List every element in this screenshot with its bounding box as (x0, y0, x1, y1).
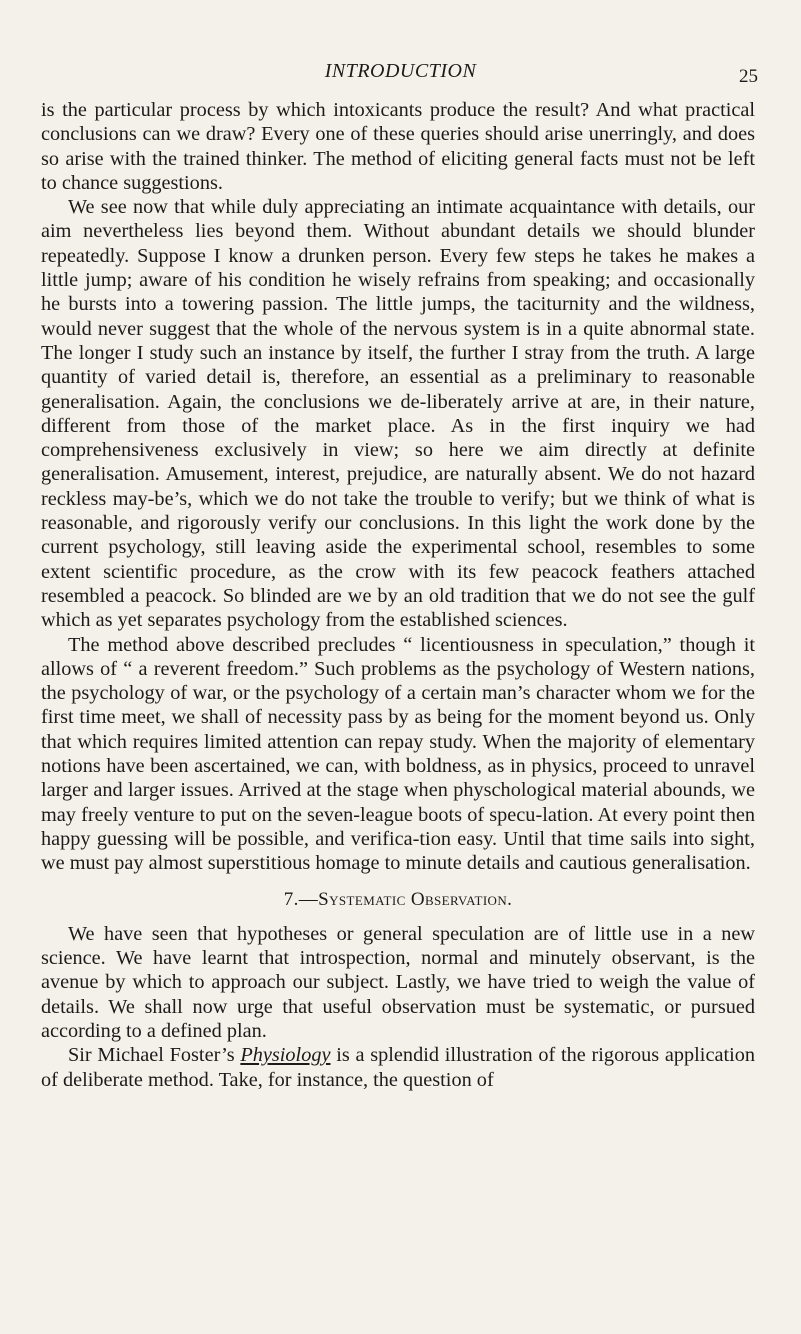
body-text (41, 98, 755, 1092)
paragraph-2: We see now that while duly appreciating an intimate acquaintance with details, our aim nevertheless lies beyond them. Without abundant details we should blunder repeatedly. Suppose I know a drunken person. Every few steps he takes he makes a little jump; aware of his condition he wisely refrains from speaking; and occasionally he bursts into a towering passion. The little jumps, the taciturnity and the wildness, would never suggest that the whole of the nervous system is in a quite abnormal state. The longer I study such an instance by itself, the further I stray from the truth. A large quantity of varied detail is, therefore, an essential as a preliminary to reasonable generalisation. Again, the conclusions we de-liberately arrive at are, in their nature, different from those of the market place. As in the first inquiry we had comprehensiveness exclusively in view; so here we aim directly at definite generalisation. Amusement, interest, prejudice, are naturally absent. We do not hazard reckless may-be’s, which we do not take the trouble to verify; but we think of what is reasonable, and rigorously verify our conclusions. In this light the work done by the current psychology, still leaving aside the experimental school, resembles to some extent scientific procedure, as the crow with its few peacock feathers attached resembled a peacock. So blinded are we by an old tradition that we do not see the gulf which as yet separates psychology from the established sciences. (41, 196, 755, 632)
paragraph-5-rest: is a splendid illustration of the rigorous application of deliberate method. Take, for instance, the question of (41, 1044, 756, 1091)
paragraph-5-lead: Sir Michael Foster’s (68, 1044, 241, 1067)
page-number: 25 (739, 66, 758, 87)
section-title: Systematic Observation. (318, 888, 513, 910)
section-number: 7.— (283, 888, 319, 910)
running-head: INTRODUCTION (324, 60, 477, 82)
paragraph-1: is the particular process by which intoxicants produce the result? And what practical conclusions can we draw? Every one of these queries should arise unerringly, and does so arise with the trained thinker. The method of eliciting general facts must not be left to chance suggestions. (41, 99, 755, 194)
book-title-physiology: Physiology (240, 1044, 331, 1067)
paragraph-5 (41, 1043, 755, 1092)
section-heading (41, 888, 755, 912)
paragraph-3: The method above described precludes “ licentiousness in speculation,” though it allows of “ a reverent freedom.” Such problems as the psychology of Western nations, the psychology of war, or the psychology of a certain man’s character whom we for the first time meet, we shall of necessity pass by as being for the moment beyond us. Only that which requires limited attention can repay study. When the majority of elementary notions have been ascertained, we can, with boldness, as in physics, proceed to unravel larger and larger issues. Arrived at the stage when physchological material abounds, we may freely venture to put on the seven-league boots of specu-lation. At every point then happy guessing will be possible, and verifica-tion easy. Until that time sails into sight, we must pay almost superstitious homage to minute details and cautious generalisation. (41, 633, 755, 875)
paragraph-4: We have seen that hypotheses or general speculation are of little use in a new science. We have learnt that introspection, normal and minutely observant, is the avenue by which to approach our subject. Lastly, we have tried to weigh the value of details. We shall now urge that useful observation must be systematic, or pursued according to a defined plan. (41, 922, 755, 1042)
